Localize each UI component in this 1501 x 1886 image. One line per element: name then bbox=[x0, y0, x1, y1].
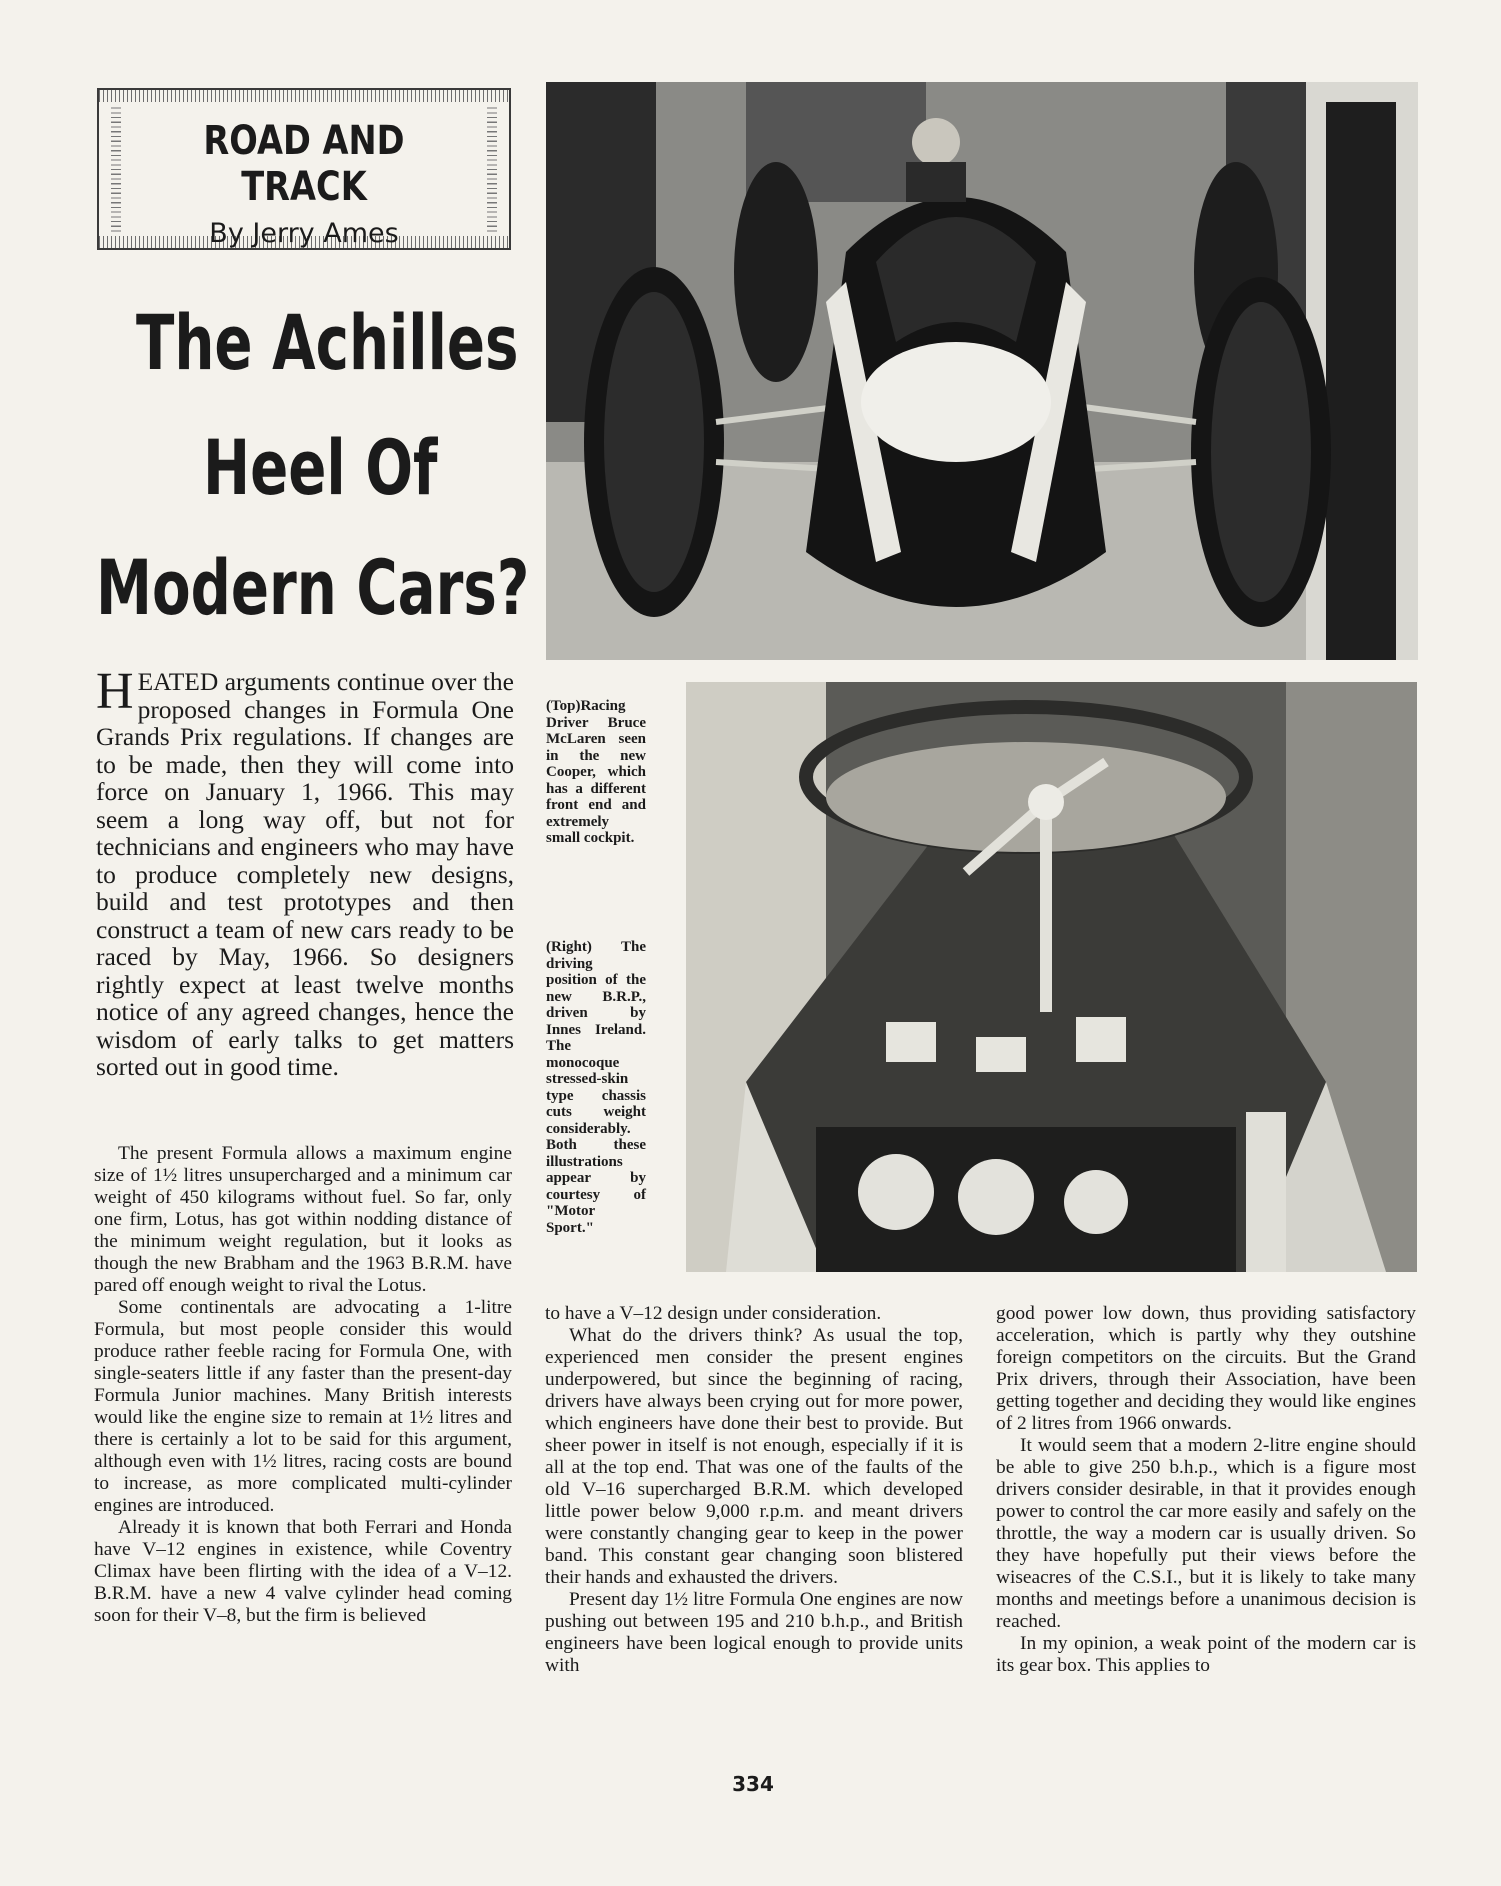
column-2-body bbox=[545, 1303, 963, 1677]
paragraph: Some continentals are advocating a 1-litre Formula, but most people consider this would produce rather feeble racing for Formula One, with single-seaters little if any faster than the present-day Formula Junior machines. Many British interests would like the engine size to remain at 1½ litres and there is certainly a lot to be said for this argument, although even with 1½ litres, racing costs are bound to increase, as more complicated multi-cylinder engines are introduced. bbox=[94, 1297, 512, 1516]
caption-top-photo: (Top)Racing Driver Bruce McLaren seen in the new Cooper, which has a different front end and extremely small cockpit. bbox=[546, 698, 646, 846]
column-title: ROAD AND TRACK bbox=[203, 118, 405, 210]
paragraph: The present Formula allows a maximum engine size of 1½ litres unsupercharged and a minimum car weight of 450 kilograms without fuel. So far, only one firm, Lotus, has got within nodding distance of the minimum weight regulation, but it looks as though the new Brabham and the 1963 B.R.M. have pared off enough weight to rival the Lotus. bbox=[94, 1143, 512, 1296]
paragraph: What do the drivers think? As usual the top, experienced men consider the present engines underpowered, but since the beginning of racing, drivers have always been crying out for more power, which engineers have done their best to provide. But sheer power in itself is not enough, especially if it is all at the top end. That was one of the faults of the old V–16 supercharged B.R.M. which developed little power below 9,000 r.p.m. and meant drivers were constantly changing gear to keep in the power band. This constant gear changing soon blistered their hands and exhausted the drivers. bbox=[545, 1325, 963, 1588]
headline-line-3: Modern Cars? bbox=[96, 543, 530, 632]
paragraph: It would seem that a modern 2-litre engine should be able to give 250 b.h.p., which is a figure most drivers consider desirable, in that it provides enough power to control the car more easily and safely on the throttle, the way a modern car is usually driven. So they have hopefully put their views before the wiseacres of the C.S.I., but it is likely to take many months and meetings before a unanimous decision is reached. bbox=[996, 1435, 1416, 1632]
column-header-box bbox=[97, 88, 511, 250]
page-number: 334 bbox=[732, 1772, 774, 1796]
headline-line-1: The Achilles bbox=[136, 298, 519, 387]
caption-right-photo: (Right) The driving position of the new B.R.P., driven by Innes Ireland. The monocoque stressed-skin type chassis cuts weight considerably. Both these illustrations appear by courtesy of "Motor Sport." bbox=[546, 939, 646, 1236]
racing-car-front-illustration bbox=[546, 82, 1418, 660]
column-3-body bbox=[996, 1303, 1416, 1677]
column-header-inner bbox=[111, 104, 497, 249]
photo-racing-car-front bbox=[546, 82, 1418, 660]
paragraph: Already it is known that both Ferrari and Honda have V–12 engines in existence, while Coventry Climax have been flirting with the idea of a V–12. B.R.M. have a new 4 valve cylinder head coming soon for their V–8, but the firm is believed bbox=[94, 1517, 512, 1626]
paragraph: to have a V–12 design under consideration. bbox=[545, 1303, 882, 1324]
paragraph: In my opinion, a weak point of the modern car is its gear box. This applies to bbox=[996, 1633, 1416, 1676]
paragraph: good power low down, thus providing satisfactory acceleration, which is partly why they outshine foreign competitors on the circuits. But the Grand Prix drivers, through their Association, have been getting together and deciding they would like engines of 2 litres from 1966 onwards. bbox=[996, 1303, 1416, 1434]
drop-cap: H bbox=[96, 663, 134, 720]
paragraph: Present day 1½ litre Formula One engines are now pushing out between 195 and 210 b.h.p., and British engineers have been logical enough to provide units with bbox=[545, 1589, 963, 1676]
column-1-body bbox=[94, 1143, 512, 1627]
column-byline: By Jerry Ames bbox=[209, 218, 399, 249]
photo-cockpit bbox=[686, 682, 1417, 1272]
headline-line-2: Heel Of bbox=[203, 423, 438, 512]
lead-text: EATED arguments continue over the proposed changes in Formula One Grands Prix regulations. If changes are to be made, then they will come into force on January 1, 1966. This may seem a long way off, but not for technicians and engineers who may have to produce completely new designs, build and test prototypes and then construct a team of new cars ready to be raced by May, 1966. So designers rightly expect at least twelve months notice of any agreed changes, hence the wisdom of early talks to get matters sorted out in good time. bbox=[96, 667, 514, 1081]
lead-paragraph bbox=[96, 663, 514, 1081]
cockpit-illustration bbox=[686, 682, 1417, 1272]
